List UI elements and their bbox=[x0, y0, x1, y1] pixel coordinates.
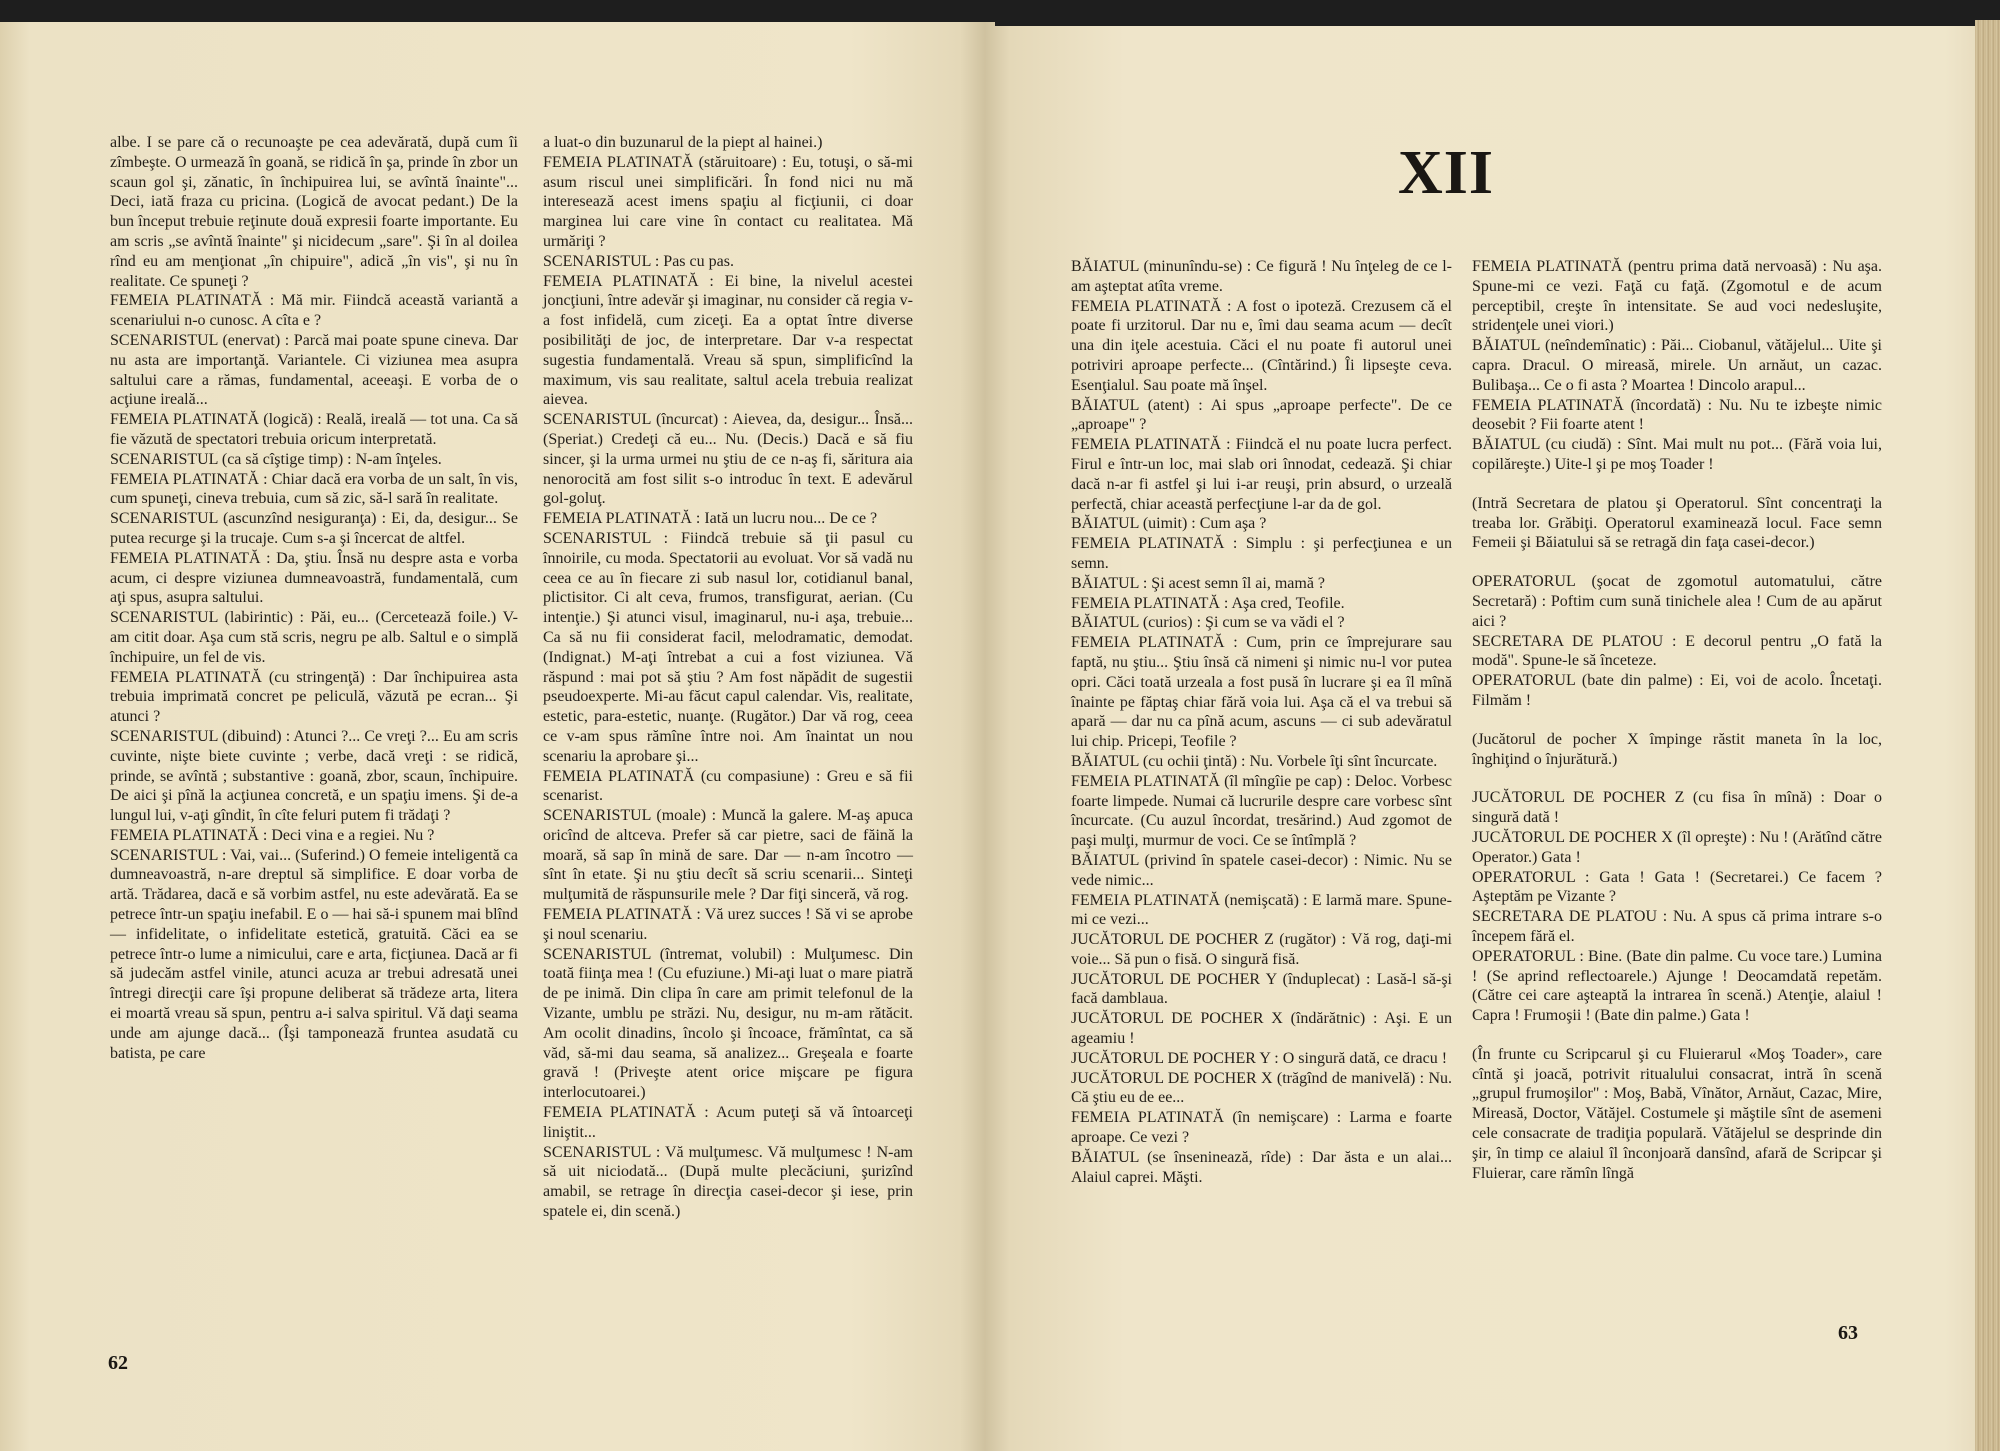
paragraph: SCENARISTUL (labirintic) : Păi, eu... (Cercetează foile.) V-am citit doar. Aşa cum stă scris, negru pe alb. Saltul e o simplă închipuire, un fel de vis. bbox=[110, 609, 518, 666]
book-cover-edge-top bbox=[0, 0, 2000, 22]
paragraph: FEMEIA PLATINATĂ : A fost o ipoteză. Crezusem că el poate fi urzitorul. Dar nu e, îmi dau seama acum — decît una din iţele acestuia. Căci el nu poate fi autorul unei potriviri aproape perfecte... (Cîntărind.) Îi lipseşte ceva. Esenţialul. Sau poate mă înşel. bbox=[1071, 297, 1452, 394]
paragraph: SCENARISTUL (moale) : Muncă la galere. M-aş apuca oricînd de altceva. Prefer să car pietre, saci de făină la moară, să sap în mină de sare. Dar — n-am încotro — sînt în etate. Şi nu ştiu decît să scriu scenarii... Sinteţi mulţumită de răspunsurile mele ? Dar fiţi sinceră, vă rog. bbox=[543, 807, 913, 904]
paragraph: FEMEIA PLATINATĂ : Da, ştiu. Însă nu despre asta e vorba acum, ci despre viziunea dumneavoastră, fundamentală, cum aţi spus, asupra saltului. bbox=[110, 549, 518, 607]
paragraph: FEMEIA PLATINATĂ (îl mîngîie pe cap) : Deloc. Vorbesc foarte limpede. Numai că lucrurile despre care vorbesc sînt încurcate. (Cu auzul încordat, tresărind.) Aud zgomot de paşi mulţi, murmur de voci. Ce se întîmplă ? bbox=[1071, 772, 1452, 850]
page-edges bbox=[1975, 20, 2000, 1451]
paragraph: JUCĂTORUL DE POCHER Y (înduplecat) : Lasă-l să-şi facă damblaua. bbox=[1071, 970, 1452, 1008]
paragraph: SCENARISTUL (ca să cîştige timp) : N-am înţeles. bbox=[110, 450, 442, 468]
paragraph: FEMEIA PLATINATĂ : Vă urez succes ! Să vi se aprobe şi noul scenariu. bbox=[543, 906, 913, 943]
paragraph: SCENARISTUL (dibuind) : Atunci ?... Ce vreţi ?... Eu am scris cuvinte, nişte biete cuvinte ; verbe, dacă vreţi : se ridică, prinde, se avîntă ; substantive : goană, zbor, scaun, închipuire. De aici şi pînă la acţiunea concretă, e un spaţiu imens. Şi de-a lungul lui, v-aţi gîndit, în cîte feluri putem fi trădaţi ? bbox=[110, 727, 518, 825]
paragraph: SCENARISTUL (încurcat) : Aievea, da, desigur... Însă... (Speriat.) Credeţi că eu... Nu. (Decis.) Dacă e să fiu sincer, şi la urma urmei nu ştiu de ce n-aş fi, săritura aia nenorocită am fost silit s-o introduc în text. E adevărul gol-goluţ. bbox=[543, 411, 913, 508]
paragraph: FEMEIA PLATINATĂ : Cum, prin ce împrejurare sau faptă, nu ştiu... Ştiu însă că nimeni şi nimic nu-l vor putea opri. Căci toată urzeala a fost pusă în lucrare şi ea îl mînă înainte pe făptaş chiar fără voia lui. Aşa că el va trebui să apară — dar nu ca pînă acum, ascuns — ci sub adevăratul lui chip. Pricepi, Teofile ? bbox=[1071, 634, 1452, 751]
paragraph: BĂIATUL (privind în spatele casei-decor) : Nimic. Nu se vede nimic... bbox=[1071, 851, 1452, 889]
left-page-column-1 bbox=[110, 133, 518, 1063]
paragraph: FEMEIA PLATINATĂ : Simplu : şi perfecţiunea e un semn. bbox=[1071, 535, 1452, 572]
paragraph: JUCĂTORUL DE POCHER X (îl opreşte) : Nu ! (Arătînd către Operator.) Gata ! bbox=[1472, 828, 1882, 866]
paragraph: JUCĂTORUL DE POCHER X (trăgînd de manivelă) : Nu. Că ştiu eu de ee... bbox=[1071, 1069, 1452, 1107]
paragraph: FEMEIA PLATINATĂ : Acum puteţi să vă întoarceţi liniştit... bbox=[543, 1104, 913, 1141]
paragraph: OPERATORUL : Bine. (Bate din palme. Cu voce tare.) Lumina ! (Se aprind reflectoarele.) Ajunge ! Deocamdată repetăm. (Către cei care aşteaptă la intrarea în scenă.) Atenţie, alaiul ! Capra ! Frumoşii ! (Bate din palme.) Gata ! bbox=[1472, 947, 1882, 1025]
paragraph: FEMEIA PLATINATĂ : Aşa cred, Teofile. bbox=[1071, 594, 1345, 612]
chapter-heading: XII bbox=[1398, 139, 1495, 207]
paragraph: FEMEIA PLATINATĂ : Ei bine, la nivelul acestei joncţiuni, între adevăr şi imaginar, nu consider că regia v-a fost infidelă, cum ziceţi. Ea a optat între diverse posibilităţi de joc, de interpretare. Dar v-a respectat sugestia fundamentală. Vreau să spun, simplificînd la maximum, vis sau realitate, saltul acela trebuia realizat aievea. bbox=[543, 272, 913, 409]
paragraph: FEMEIA PLATINATĂ : Chiar dacă era vorba de un salt, în vis, cum spuneţi, cineva trebuia, cum să zic, să-l sară în realitate. bbox=[110, 470, 518, 508]
paragraph: FEMEIA PLATINATĂ (în nemişcare) : Larma e foarte aproape. Ce vezi ? bbox=[1071, 1109, 1452, 1147]
paragraph: SCENARISTUL (ascunzînd nesiguranţa) : Ei, da, desigur... Se putea recurge şi la trucaje. Cum s-a şi încercat de altfel. bbox=[110, 510, 518, 547]
paragraph: BĂIATUL (curios) : Şi cum se va vădi el ? bbox=[1071, 614, 1345, 632]
page-number-right: 63 bbox=[1838, 1322, 1858, 1344]
paragraph: BĂIATUL (cu ciudă) : Sînt. Mai mult nu pot... (Fără voia lui, copilăreşte.) Uite-l şi pe moş Toader ! bbox=[1472, 436, 1882, 473]
stage-direction: (Intră Secretara de platou şi Operatorul. Sînt concentraţi la treaba lor. Grăbiţi. Operatorul examinează locul. Face semn Femeii şi Băiatului să se retragă din faţa casei-decor.) bbox=[1472, 494, 1882, 552]
paragraph: SCENARISTUL (întremat, volubil) : Mulţumesc. Din toată fiinţa mea ! (Cu efuziune.) Mi-aţi luat o mare piatră de pe inimă. Din clipa în care am primit telefonul de la Vizante, umblu pe străzi. Nu, desigur, nu m-am rătăcit. Am ocolit dinadins, încolo şi încoace, frămîntat, ca să văd, să-mi dau seama, să analizez... Greşeala e foarte gravă ! (Priveşte atent orice mişcare pe figura interlocutoarei.) bbox=[543, 945, 913, 1102]
paragraph: SECRETARA DE PLATOU : E decorul pentru „O fată la modă". Spune-le să înceteze. bbox=[1472, 632, 1882, 670]
right-page bbox=[985, 20, 1975, 1451]
paragraph: a luat-o din buzunarul de la piept al hainei.) bbox=[543, 134, 823, 151]
right-page-column-2 bbox=[1472, 257, 1882, 1183]
paragraph: FEMEIA PLATINATĂ : Mă mir. Fiindcă această variantă a scenariului n-o cunosc. A cîta e ? bbox=[110, 292, 518, 330]
stage-direction: (În frunte cu Scripcarul şi cu Fluierarul «Moş Toader», care cîntă şi joacă, potrivit ritualului consacrat, intră în scenă „grupul frumoşilor" : Moş, Babă, Vînător, Arnăut, Cazac, Mire, Mireasă, Doctor, Vătăjel. Costumele şi măştile sînt de asemeni cele consacrate de tradiţia populară. Vătăjelul se desprinde din şir, în timp ce alaiul îl înconjoară dansînd, afară de Scripcar şi Fluierar, care rămîn lîngă bbox=[1472, 1045, 1882, 1182]
paragraph: FEMEIA PLATINATĂ (stăruitoare) : Eu, totuşi, o să-mi asum riscul unei simplificări. În fond nici nu mă interesează acest imens spaţiu al ficţiunii, ci doar marginea lui care vine în contact cu realitatea. Mă urmăriţi ? bbox=[543, 153, 913, 250]
paragraph: BĂIATUL (cu ochii ţintă) : Nu. Vorbele îţi sînt încurcate. bbox=[1071, 752, 1438, 770]
left-page bbox=[0, 20, 985, 1451]
paragraph: BĂIATUL : Şi acest semn îl ai, mamă ? bbox=[1071, 574, 1326, 592]
paragraph: SECRETARA DE PLATOU : Nu. A spus că prima intrare s-o începem fără el. bbox=[1472, 908, 1882, 945]
paragraph: OPERATORUL : Gata ! Gata ! (Secretarei.) Ce facem ? Aşteptăm pe Vizante ? bbox=[1472, 868, 1882, 906]
paragraph: FEMEIA PLATINATĂ (nemişcată) : E larmă mare. Spune-mi ce vezi... bbox=[1071, 891, 1452, 929]
paragraph: JUCĂTORUL DE POCHER Z (cu fisa în mînă) : Doar o singură dată ! bbox=[1472, 789, 1882, 827]
paragraph: FEMEIA PLATINATĂ (cu stringenţă) : Dar închipuirea asta trebuia imprimată concret pe peliculă, văzută pe ecran... Şi atunci ? bbox=[110, 668, 518, 726]
paragraph: BĂIATUL (atent) : Ai spus „aproape perfecte". De ce „aproape" ? bbox=[1071, 396, 1452, 434]
paragraph: FEMEIA PLATINATĂ (logică) : Reală, ireală — tot una. Ca să fie văzută de spectatori trebuia oricum interpretată. bbox=[110, 411, 518, 448]
paragraph: SCENARISTUL : Pas cu pas. bbox=[543, 252, 734, 270]
left-page-column-2 bbox=[543, 133, 913, 1222]
paragraph: FEMEIA PLATINATĂ : Fiindcă el nu poate lucra perfect. Firul e într-un loc, mai slab ori înnodat, cedează. Şi chiar dacă n-ar fi astfel şi lui i-ar reuşi, prin absurd, o urzeală perfectă, chiar această perfecţiune l-ar da de gol. bbox=[1071, 436, 1452, 513]
paragraph: OPERATORUL (bate din palme) : Ei, voi de acolo. Încetaţi. Filmăm ! bbox=[1472, 672, 1882, 709]
paragraph: BĂIATUL (uimit) : Cum aşa ? bbox=[1071, 515, 1267, 533]
paragraph: FEMEIA PLATINATĂ : Deci vina e a regiei. Nu ? bbox=[110, 826, 435, 844]
paragraph: albe. I se pare că o recunoaşte pe cea adevărată, după cum îi zîmbeşte. O urmează în goană, se ridică în şa, prinde în zbor un scaun gol şi, zănatic, în închipuirea lui, se avîntă înainte"... Deci, iată fraza cu pricina. (Logică de avocat pedant.) De la bun început trebuie reţinute două expresii foarte importante. Eu am scris „se avîntă înainte" şi nicidecum „sare". Şi în al doilea rînd eu am menţionat „în chipuire", adică „în vis", şi nu în realitate. Ce spuneţi ? bbox=[110, 134, 518, 290]
page-number-left: 62 bbox=[108, 1352, 128, 1374]
paragraph: FEMEIA PLATINATĂ (pentru prima dată nervoasă) : Nu aşa. Spune-mi ce vezi. Faţă cu faţă. (Zgomotul e de acum perceptibil, creşte în intensitate. Se aud voci nedesluşite, stridenţele unei viori.) bbox=[1472, 258, 1882, 335]
paragraph: JUCĂTORUL DE POCHER X (îndărătnic) : Aşi. E un ageamiu ! bbox=[1071, 1010, 1452, 1048]
paragraph: BĂIATUL (se înseninează, rîde) : Dar ăsta e un alai... Alaiul caprei. Măşti. bbox=[1071, 1148, 1452, 1186]
paragraph: SCENARISTUL : Vă mulţumesc. Vă mulţumesc ! N-am să uit niciodată... (După multe plecăciuni, şurizînd amabil, se retrage în direcţia casei-decor şi iese, prin spatele ei, din scenă.) bbox=[543, 1143, 913, 1221]
paragraph: SCENARISTUL (enervat) : Parcă mai poate spune cineva. Dar nu asta are importanţă. Variantele. Ci viziunea mea asupra saltului care a rămas, fundamental, aceeaşi. E vorba de o acţiune ireală... bbox=[110, 331, 518, 409]
paragraph: FEMEIA PLATINATĂ : Iată un lucru nou... De ce ? bbox=[543, 510, 878, 528]
paragraph: OPERATORUL (şocat de zgomotul automatului, către Secretară) : Poftim cum sună tinichele alea ! Cum de au apărut aici ? bbox=[1472, 573, 1882, 630]
paragraph: SCENARISTUL : Vai, vai... (Suferind.) O femeie inteligentă ca dumneavoastră, n-are dreptul să simplifice. E doar vorba de artă. Trădarea, dacă e să vorbim astfel, nu este adevărată. Ea se petrece într-un spaţiu inefabil. E o — hai să-i spunem mai blînd — infidelitate, o infidelitate estetică, gratuită. Căci ea se petrece într-o lume a nimicului, care e arta, ficţiunea. Dacă ar fi să judecăm astfel vinile, atunci acuza ar trebui adresată unei întregi direcţii care îşi propune deliberat să trădeze arta, litera ei moartă vreau să spun, pentru a-i salva spiritul. Vă daţi seama unde am ajunge dacă... (Îşi tamponează fruntea asudată cu batista, pe care bbox=[110, 846, 518, 1062]
paragraph: JUCĂTORUL DE POCHER Y : O singură dată, ce dracu ! bbox=[1071, 1049, 1448, 1067]
right-page-column-1 bbox=[1071, 257, 1452, 1187]
paragraph: SCENARISTUL : Fiindcă trebuie să ţii pasul cu înnoirile, cu moda. Spectatorii au evoluat. Vor să vadă nu ceea ce au în fiecare zi sub nasul lor, cotidianul banal, plictisitor. Ci alt ceva, frumos, transfigurat, aerian. (Cu intenţie.) Şi atunci visul, imaginarul, nu-i aşa, trebuie... Ca să nu fii considerat facil, melodramatic, demodat. (Indignat.) M-aţi întrebat a cui a fost viziunea. Vă răspund : mai pot să ştiu ? Am fost năpădit de sugestii pseudoexperte. Mi-au făcut capul calendar. Vis, realitate, estetic, para-estetic, nuanţe. (Rugător.) Dar vă rog, ceea ce v-am spus rămîne între noi. Am înaintat un nou scenariu la aprobare şi... bbox=[543, 529, 913, 765]
paragraph: BĂIATUL (neîndemînatic) : Păi... Ciobanul, vătăjelul... Uite şi capra. Dracul. O mireasă, mirele. Un arnăut, un cazac. Bulibaşa... Ce o fi asta ? Moartea ! Dincolo arapul... bbox=[1472, 337, 1882, 394]
stage-direction: (Jucătorul de pocher X împinge răstit maneta în la loc, înghiţind o înjurătură.) bbox=[1472, 730, 1882, 768]
paragraph: FEMEIA PLATINATĂ (cu compasiune) : Greu e să fii scenarist. bbox=[543, 767, 913, 805]
paragraph: FEMEIA PLATINATĂ (încordată) : Nu. Nu te izbeşte nimic deosebit ? Fii foarte atent ! bbox=[1472, 396, 1882, 434]
paragraph: JUCĂTORUL DE POCHER Z (rugător) : Vă rog, daţi-mi voie... Să pun o fisă. O singură fisă. bbox=[1071, 931, 1452, 968]
paragraph: BĂIATUL (minunîndu-se) : Ce figură ! Nu înţeleg de ce l-am aşteptat atîta vreme. bbox=[1071, 258, 1452, 295]
